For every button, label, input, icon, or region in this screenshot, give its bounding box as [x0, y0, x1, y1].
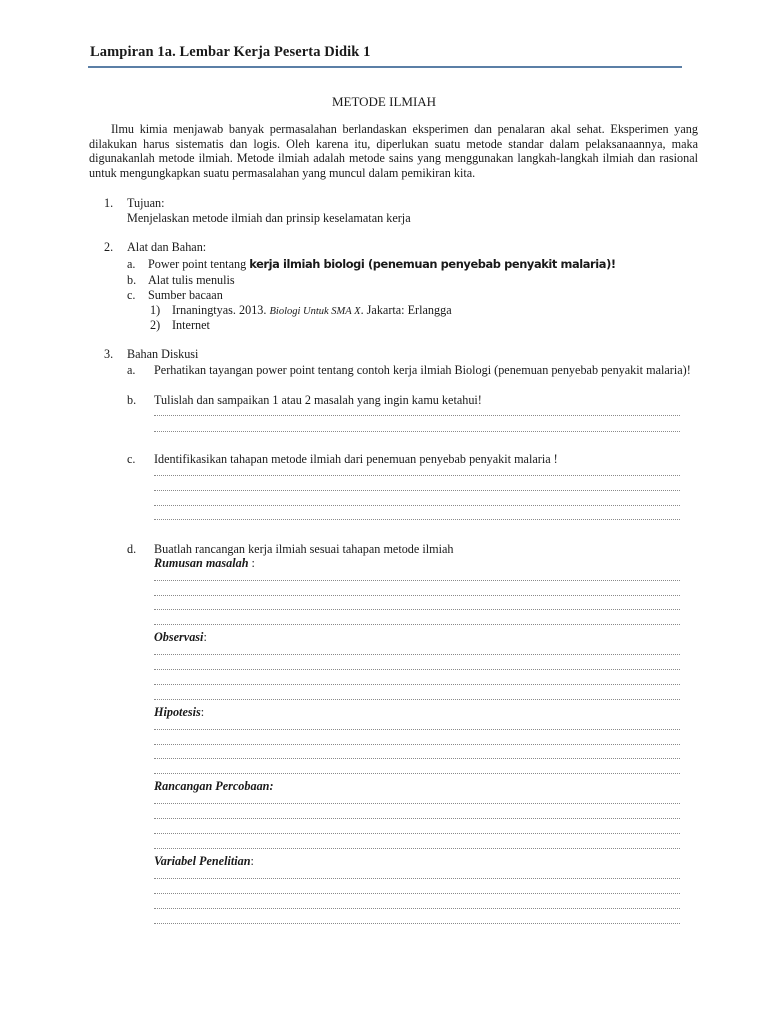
item-prefix: Power point tentang — [148, 257, 250, 271]
list-item: Identifikasikan tahapan metode ilmiah dari penemuan penyebab penyakit malaria ! — [154, 452, 558, 466]
answer-line[interactable] — [154, 415, 680, 416]
sublist-marker: 2) — [150, 318, 161, 332]
answer-line[interactable] — [154, 803, 680, 804]
sublist-marker: 1) — [150, 303, 161, 317]
answer-line[interactable] — [154, 595, 680, 596]
answer-line[interactable] — [154, 923, 680, 924]
answer-line[interactable] — [154, 744, 680, 745]
list-marker: c. — [127, 288, 136, 302]
list-marker: d. — [127, 542, 137, 556]
list-marker: c. — [127, 452, 136, 466]
answer-line[interactable] — [154, 893, 680, 894]
section-title: Alat dan Bahan: — [127, 240, 207, 254]
list-marker: b. — [127, 273, 137, 287]
answer-line[interactable] — [154, 654, 680, 655]
item-emphasis: kerja ilmiah biologi (penemuan penyebab penyakit malaria)! — [249, 257, 616, 271]
answer-line[interactable] — [154, 729, 680, 730]
field-label-observasi: Observasi: — [154, 630, 207, 644]
reference-item — [172, 303, 452, 320]
list-item: Buatlah rancangan kerja ilmiah sesuai tahapan metode ilmiah — [154, 542, 454, 556]
answer-line[interactable] — [154, 684, 680, 685]
answer-line[interactable] — [154, 609, 680, 610]
section-number: 3. — [104, 347, 114, 361]
reference-author-year: Irnaningtyas. 2013. — [172, 303, 270, 317]
answer-line[interactable] — [154, 490, 680, 491]
answer-line[interactable] — [154, 908, 680, 909]
section-body: Menjelaskan metode ilmiah dan prinsip keselamatan kerja — [127, 211, 411, 225]
list-marker: a. — [127, 257, 136, 271]
section-number: 1. — [104, 196, 114, 210]
answer-line[interactable] — [154, 773, 680, 774]
answer-line[interactable] — [154, 848, 680, 849]
section-title: Tujuan: — [127, 196, 165, 210]
intro-paragraph: Ilmu kimia menjawab banyak permasalahan berlandaskan eksperimen dan penalaran akal sehat. Eksperimen yang dilakukan harus sistematis dan logis. Oleh karena itu, diperlukan suatu metode standar dalam pelaksanaannya, maka digunakanlah metode ilmiah. Metode ilmiah adalah metode sains yang menggunakan langkah-langkah ilmiah dan rasional untuk mengungkapkan suatu permasalahan yang muncul dalam pemikiran kita. — [89, 122, 698, 180]
list-marker: a. — [127, 363, 136, 377]
answer-line[interactable] — [154, 833, 680, 834]
answer-line[interactable] — [154, 699, 680, 700]
answer-line[interactable] — [154, 669, 680, 670]
list-marker: b. — [127, 393, 137, 407]
answer-line[interactable] — [154, 505, 680, 506]
field-label-hipotesis: Hipotesis: — [154, 705, 205, 719]
list-item: Tulislah dan sampaikan 1 atau 2 masalah yang ingin kamu ketahui! — [154, 393, 482, 407]
page-header-title: Lampiran 1a. Lembar Kerja Peserta Didik 1 — [90, 44, 371, 60]
section-number: 2. — [104, 240, 114, 254]
list-item: Alat tulis menulis — [148, 273, 235, 287]
answer-line[interactable] — [154, 431, 680, 432]
list-item — [148, 257, 616, 272]
answer-line[interactable] — [154, 519, 680, 520]
document-title: METODE ILMIAH — [331, 94, 437, 109]
field-label-variabel-penelitian: Variabel Penelitian: — [154, 854, 254, 868]
answer-line[interactable] — [154, 818, 680, 819]
header-divider — [88, 66, 682, 68]
answer-line[interactable] — [154, 624, 680, 625]
list-item: Sumber bacaan — [148, 288, 223, 302]
field-label-rancangan-percobaan: Rancangan Percobaan: — [154, 779, 274, 793]
reference-book-title: Biologi Untuk SMA X — [269, 306, 361, 317]
answer-line[interactable] — [154, 580, 680, 581]
reference-item: Internet — [172, 318, 210, 332]
field-label-rumusan-masalah: Rumusan masalah : — [154, 556, 255, 570]
answer-line[interactable] — [154, 758, 680, 759]
list-item: Perhatikan tayangan power point tentang contoh kerja ilmiah Biologi (penemuan penyebab penyakit malaria)! — [154, 363, 691, 377]
answer-line[interactable] — [154, 878, 680, 879]
reference-publisher: . Jakarta: Erlangga — [360, 303, 452, 317]
section-title: Bahan Diskusi — [127, 347, 199, 361]
answer-line[interactable] — [154, 475, 680, 476]
